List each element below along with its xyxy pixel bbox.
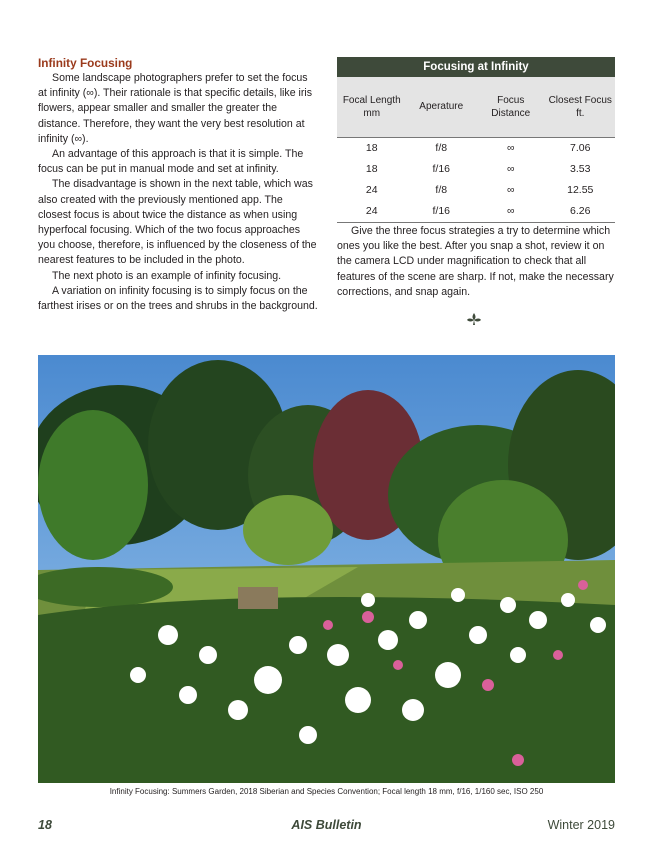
table-cell: f/8 bbox=[435, 184, 448, 196]
table-cell: ∞ bbox=[507, 184, 515, 196]
table-row bbox=[337, 201, 615, 223]
table-cell: 6.26 bbox=[546, 201, 616, 223]
photo-caption: Infinity Focusing: Summers Garden, 2018 Siberian and Species Convention; Focal length 18 mm, f/16, 1/160 sec, ISO 250 bbox=[109, 787, 544, 796]
closing-paragraph: Give the three focus strategies a try to determine which ones you like the best. After you snap a shot, review it on the camera LCD under magnification to check that all features of the scene are sharp. If not, make the necessary corrections, and snap again. bbox=[337, 225, 614, 298]
page-number: 18 bbox=[38, 818, 52, 832]
table-row bbox=[337, 159, 615, 180]
table-header-cell: Aperature bbox=[407, 77, 477, 138]
section-heading: Infinity Focusing bbox=[38, 56, 133, 70]
table-cell: f/16 bbox=[432, 163, 450, 175]
paragraph: An advantage of this approach is that it is simple. The focus can be put in manual mode and set at infinity. bbox=[38, 148, 304, 176]
table-cell: f/16 bbox=[407, 201, 477, 223]
paragraph: The disadvantage is shown in the next table, which was also created with the previously mentioned app. The closest focus is about twice the distance as when using hyperfocal focusing. Which of the two focus approaches you choose, therefore, is influenced by the closeness of the nearest features to be included in the photo. bbox=[38, 178, 317, 267]
article-left-column bbox=[38, 56, 318, 314]
table-cell: 3.53 bbox=[570, 163, 591, 175]
garden-photo-illustration bbox=[38, 355, 615, 783]
iris-fleuron-icon bbox=[466, 311, 482, 327]
table-cell: 24 bbox=[337, 201, 407, 223]
paragraph: The next photo is an example of infinity focusing. bbox=[52, 269, 282, 282]
table-header-cell: Closest Focus ft. bbox=[546, 77, 616, 138]
table-cell: ∞ bbox=[507, 163, 515, 175]
table-cell: 12.55 bbox=[567, 184, 594, 196]
table-cell: ∞ bbox=[507, 142, 515, 154]
table-header-cell: Focal Length mm bbox=[337, 77, 407, 138]
paragraph: Some landscape photographers prefer to set the focus at infinity (∞). Their rationale is that specific details, like iris flowers, appear smaller and smaller the greater the distance. Therefore, they want the very best resolution at infinity (∞). bbox=[38, 72, 313, 145]
table-cell: 18 bbox=[365, 163, 378, 175]
table-header-cell: Focus Distance bbox=[476, 77, 546, 138]
paragraph: A variation on infinity focusing is to simply focus on the farthest irises or on the trees and shrubs in the background. bbox=[38, 284, 318, 313]
table-cell: 7.06 bbox=[570, 142, 591, 154]
publication-title: AIS Bulletin bbox=[291, 818, 362, 832]
table-row bbox=[337, 180, 615, 201]
issue-date: Winter 2019 bbox=[547, 818, 615, 832]
table-cell: f/8 bbox=[435, 142, 448, 154]
table-cell: ∞ bbox=[476, 201, 546, 223]
garden-photo bbox=[38, 355, 615, 783]
table-cell: 24 bbox=[365, 184, 378, 196]
focus-table bbox=[337, 57, 615, 223]
table-cell: 18 bbox=[365, 142, 378, 154]
page-footer bbox=[38, 818, 615, 834]
table-title: Focusing at Infinity bbox=[337, 57, 615, 77]
table-row bbox=[337, 138, 615, 160]
